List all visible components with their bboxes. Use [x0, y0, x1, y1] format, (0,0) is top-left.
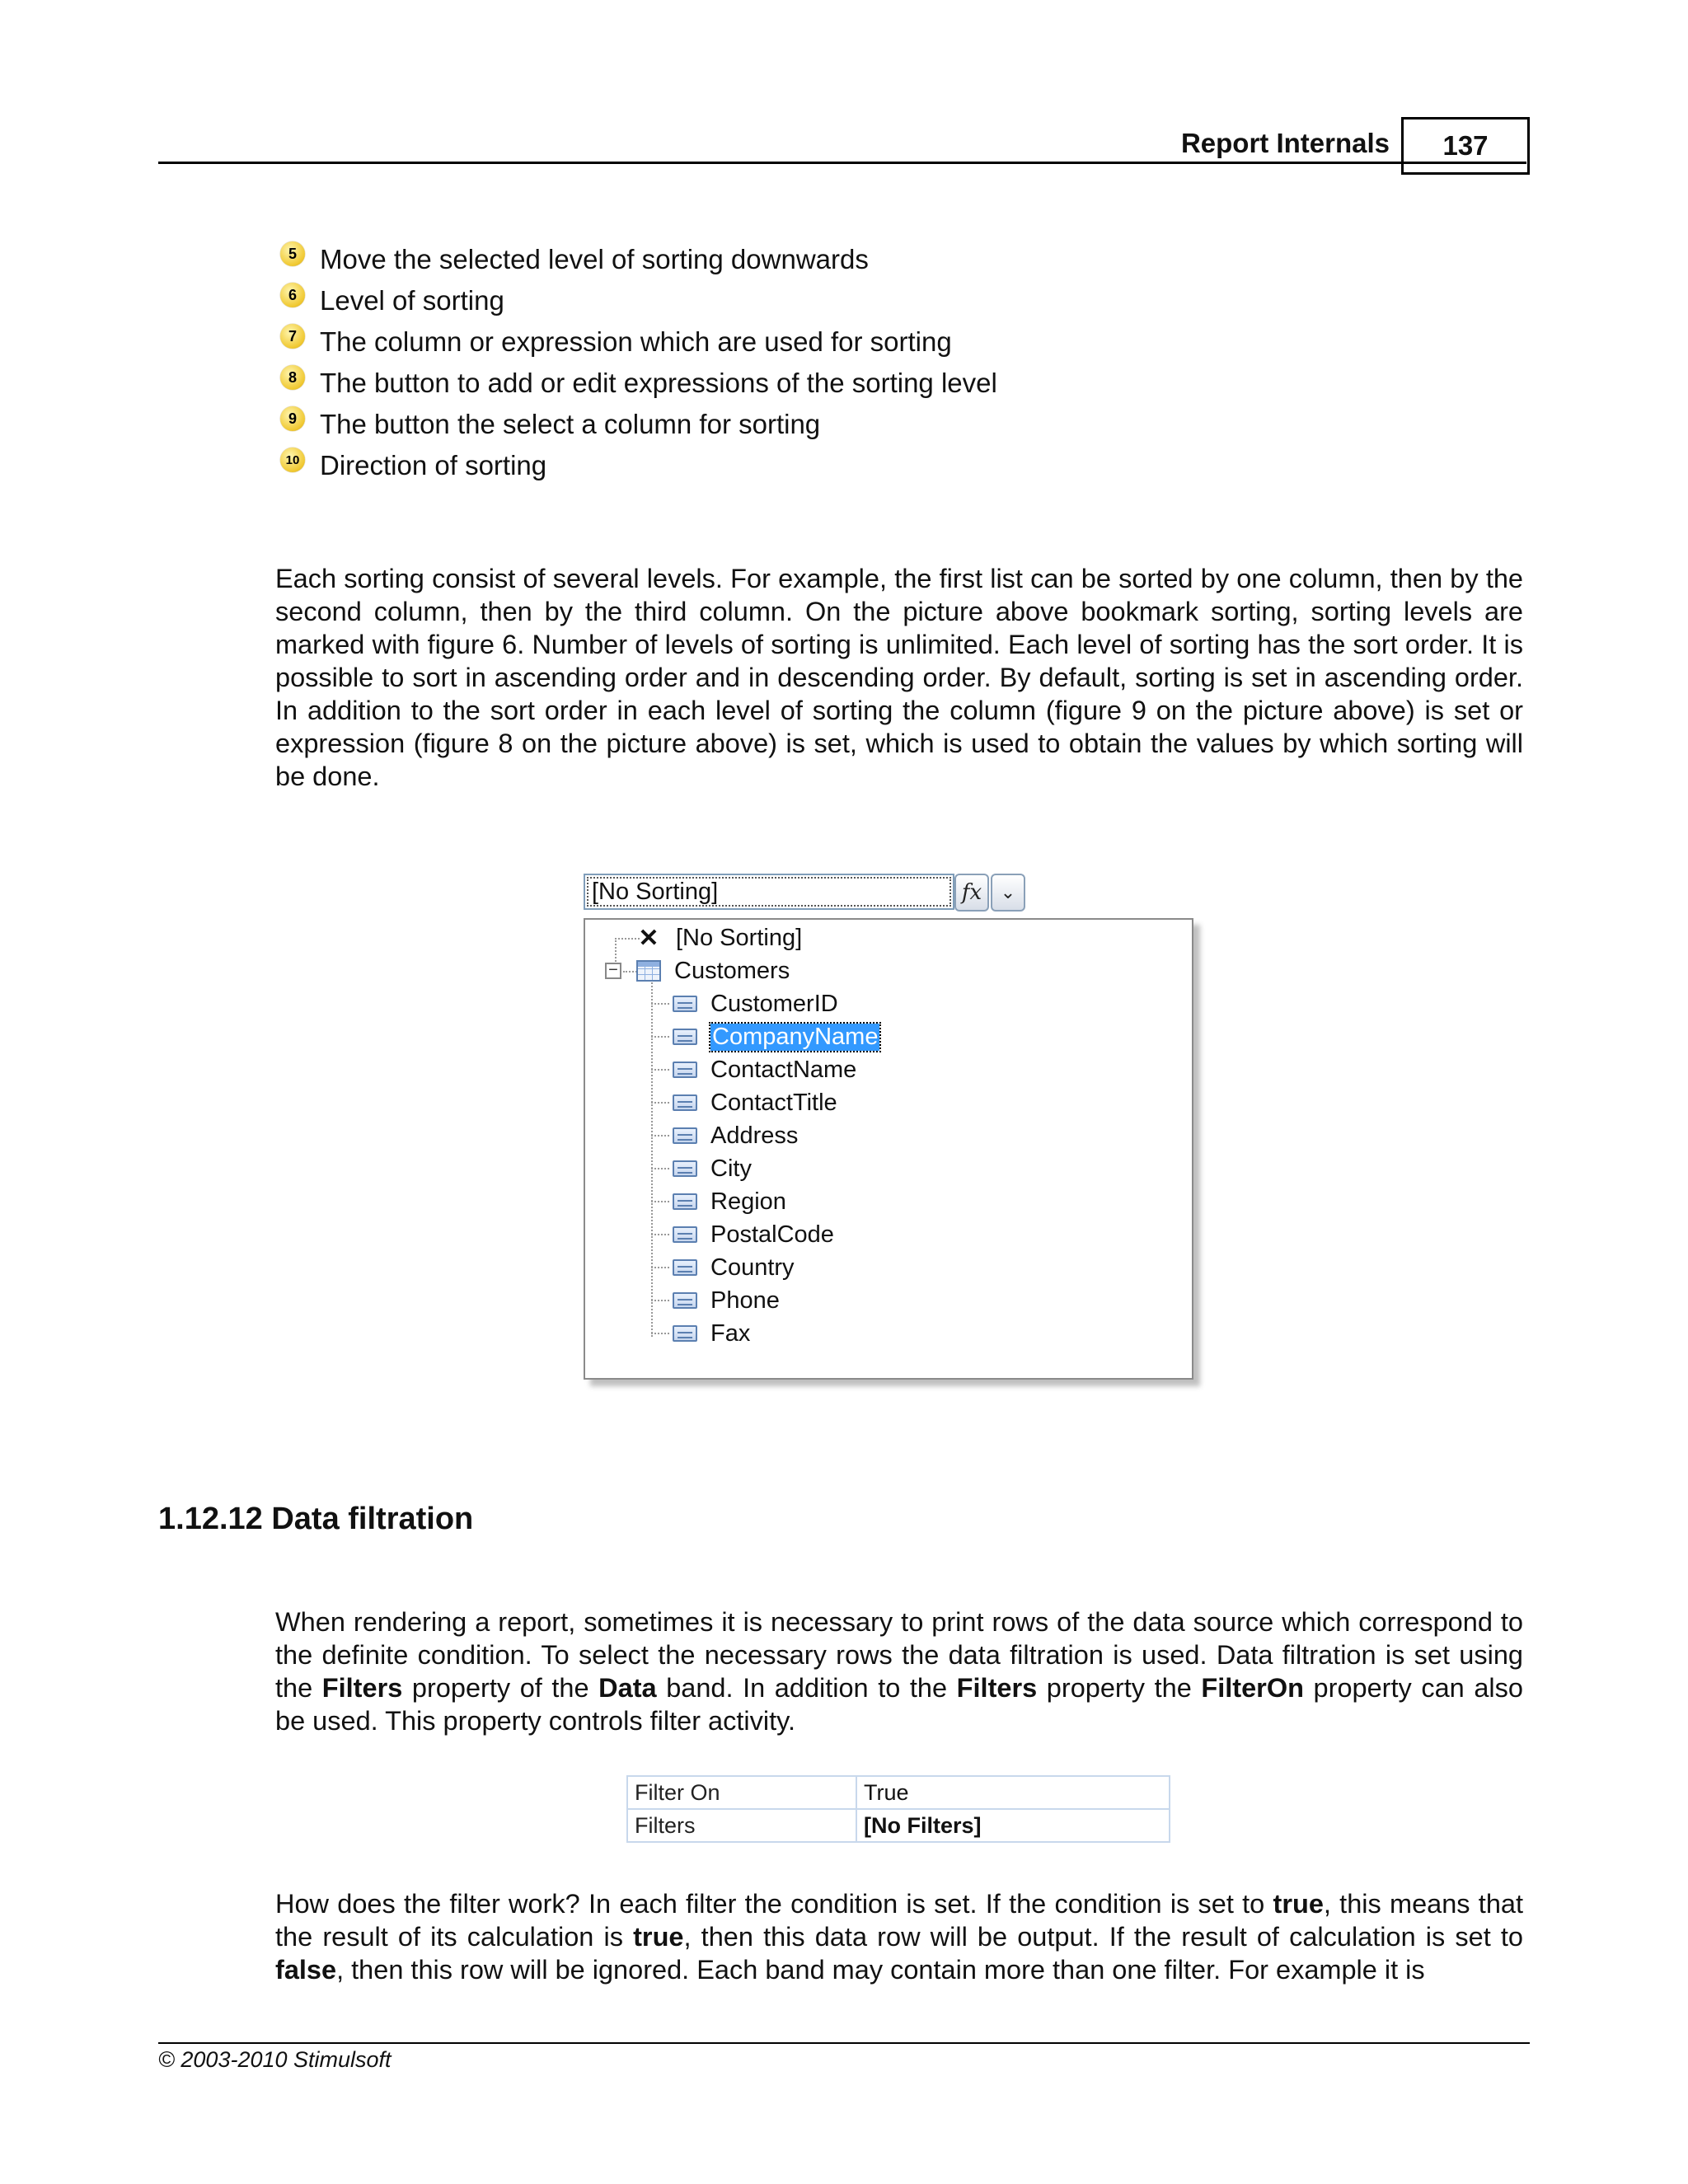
filtration-paragraph: [275, 1605, 1523, 1737]
tree-item-label: PostalCode: [710, 1221, 834, 1248]
tree-connector: [651, 1168, 669, 1169]
bold-term: Filters: [321, 1673, 403, 1703]
callout-item: [280, 404, 1434, 445]
collapse-toggle-icon[interactable]: −: [605, 963, 621, 979]
property-value[interactable]: True: [856, 1776, 1170, 1809]
tree-connector: [651, 1201, 669, 1202]
column-icon: [673, 996, 697, 1012]
column-icon: [673, 1062, 697, 1078]
expression-button[interactable]: [954, 874, 989, 912]
column-tree-list: [584, 918, 1193, 1380]
text-run: When rendering a report, sometimes it is necessary to print rows of the data source which correspond to the definite condition. To select the necessary rows the data filtration is used. Data filtration is set using the: [275, 1607, 1523, 1703]
footer-copyright: © 2003-2010 Stimulsoft: [158, 2047, 392, 2072]
callout-item: [280, 363, 1434, 404]
tree-item-column[interactable]: [651, 1218, 834, 1251]
chevron-down-icon: ⌄: [1000, 882, 1016, 903]
sorting-combo-field[interactable]: [No Sorting]: [584, 874, 954, 910]
callout-text: The button the select a column for sorting: [320, 409, 821, 439]
tree-connector: [651, 1135, 669, 1137]
tree-item-label: City: [710, 1155, 752, 1182]
tree-item-column[interactable]: [651, 1152, 752, 1185]
bold-term: false: [275, 1955, 337, 1985]
tree-item-label: [No Sorting]: [676, 924, 803, 951]
text-run: property of the: [402, 1673, 599, 1703]
bold-term: Data: [598, 1673, 657, 1703]
tree-item-label: CustomerID: [710, 990, 838, 1017]
bold-term: true: [1273, 1889, 1324, 1919]
running-header-title: Report Internals: [1180, 128, 1390, 158]
bold-term: FilterOn: [1201, 1673, 1304, 1703]
tree-item-datasource[interactable]: [636, 954, 790, 987]
tree-item-label: Country: [710, 1254, 795, 1281]
close-icon: ✕: [638, 924, 659, 952]
callout-text: Level of sorting: [320, 285, 504, 316]
sorting-combobox[interactable]: [584, 872, 1029, 916]
callout-number-badge: 7: [280, 324, 305, 349]
property-row[interactable]: [627, 1776, 1170, 1809]
tree-item-column[interactable]: [651, 1053, 856, 1086]
tree-item-column[interactable]: [651, 1086, 837, 1119]
tree-connector: [651, 1234, 669, 1235]
tree-item-column[interactable]: [651, 1317, 750, 1350]
tree-item-label: Region: [710, 1188, 786, 1215]
tree-item-label: ContactName: [710, 1056, 857, 1083]
tree-item-column[interactable]: [651, 1185, 786, 1218]
column-icon: [673, 1226, 697, 1243]
column-icon: [673, 1292, 697, 1309]
property-row[interactable]: [627, 1809, 1170, 1842]
callout-number-badge: 8: [280, 365, 305, 390]
footer-rule: [158, 2042, 1530, 2044]
tree-connector: [651, 1333, 669, 1334]
tree-connector: [651, 1102, 669, 1104]
column-icon: [673, 1127, 697, 1144]
column-icon: [673, 1259, 697, 1276]
sorting-paragraph: Each sorting consist of several levels. For example, the first list can be sorted by one column, then by the second column, then by the third column. On the picture above bookmark sorting, sorting levels are marked with figure 6. Number of levels of sorting is unlimited. Each level of sorting has the sort order. It is possible to sort in ascending order and in descending order. By default, sorting is set in ascending order. In addition to the sort order in each level of sorting the column (figure 9 on the picture above) is set or expression (figure 8 on the picture above) is set, which is used to obtain the values by which sorting will be done.: [275, 564, 1523, 791]
column-icon: [673, 1160, 697, 1177]
tree-connector: [651, 1036, 669, 1038]
bold-term: true: [633, 1922, 684, 1952]
column-icon: [673, 1193, 697, 1210]
tree-item-column[interactable]: [651, 1020, 879, 1053]
callout-item: [280, 280, 1434, 321]
header-rule: [158, 162, 1526, 164]
tree-item-label: Customers: [674, 957, 790, 984]
tree-connector: [651, 1267, 669, 1268]
tree-item-label: ContactTitle: [710, 1089, 837, 1116]
callout-text: Direction of sorting: [320, 450, 547, 480]
column-icon: [673, 1094, 697, 1111]
tree-item-label: Address: [710, 1122, 799, 1149]
callout-item: [280, 445, 1434, 486]
text-run: property the: [1037, 1673, 1202, 1703]
column-icon: [673, 1029, 697, 1045]
tree-item-label: Phone: [710, 1286, 780, 1314]
tree-item-column[interactable]: [651, 1251, 795, 1284]
tree-connector: [651, 1069, 669, 1071]
callout-number-badge: 10: [280, 448, 305, 472]
text-run: , then this row will be ignored. Each band may contain more than one filter. For example it is: [336, 1955, 1425, 1985]
property-grid: [626, 1775, 1170, 1843]
callout-number-badge: 9: [280, 406, 305, 431]
callout-item: [280, 239, 1434, 280]
property-name: Filters: [627, 1809, 856, 1842]
property-value[interactable]: [No Filters]: [856, 1809, 1170, 1842]
dropdown-toggle-button[interactable]: [991, 874, 1025, 912]
bold-term: Filters: [956, 1673, 1038, 1703]
tree-item-label: Fax: [710, 1319, 751, 1347]
callout-number-badge: 6: [280, 283, 305, 307]
text-run: , then this data row will be output. If the result of calculation is set to: [683, 1922, 1523, 1952]
text-run: property can also be used. This property controls filter activity.: [275, 1673, 1523, 1736]
callout-number-badge: 5: [280, 241, 305, 266]
tree-connector: [651, 1300, 669, 1301]
fx-icon: fx: [961, 880, 982, 905]
column-icon: [673, 1325, 697, 1342]
tree-item-column[interactable]: [651, 1119, 798, 1152]
callout-list: [280, 239, 1434, 486]
tree-item-no-sorting[interactable]: [636, 921, 802, 954]
callout-text: The column or expression which are used for sorting: [320, 326, 952, 357]
callout-text: Move the selected level of sorting downwards: [320, 244, 869, 274]
filter-work-paragraph: [275, 1887, 1523, 1986]
tree-item-label-selected: CompanyName: [712, 1023, 879, 1050]
tree-item-column[interactable]: [651, 987, 838, 1020]
property-name: Filter On: [627, 1776, 856, 1809]
callout-item: [280, 321, 1434, 363]
text-run: , this means that the result of its calculation is: [275, 1889, 1523, 1952]
callout-text: The button to add or edit expressions of the sorting level: [320, 368, 997, 398]
tree-connector: [651, 1003, 669, 1005]
text-run: How does the filter work? In each filter the condition is set. If the condition is set to: [275, 1889, 1273, 1919]
section-heading: 1.12.12 Data filtration: [158, 1502, 474, 1536]
text-run: band. In addition to the: [656, 1673, 957, 1703]
page-number: 137: [1401, 117, 1530, 175]
table-icon: [636, 960, 661, 982]
tree-item-column[interactable]: [651, 1284, 780, 1317]
